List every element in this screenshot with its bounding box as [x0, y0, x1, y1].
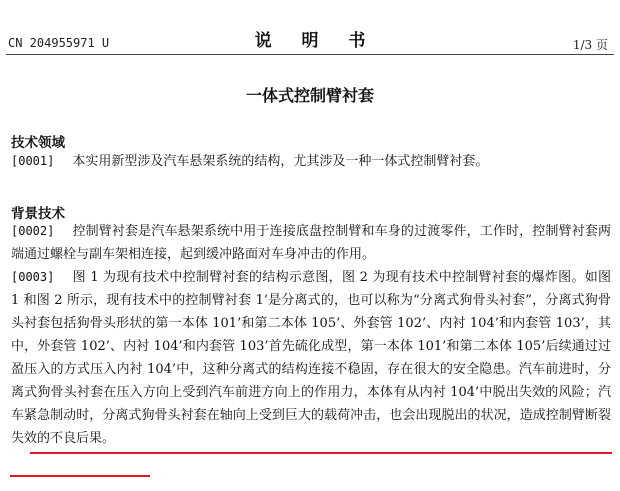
page-header	[6, 26, 614, 52]
highlight-underline	[10, 475, 150, 477]
page-indicator: 1/3 页	[572, 38, 608, 52]
paragraph-number: [0003]	[11, 270, 55, 284]
paragraph-0001	[11, 150, 611, 173]
section-heading-background: 背景技术	[11, 206, 65, 222]
header-divider	[6, 54, 614, 55]
highlight-underline	[30, 452, 612, 454]
section-heading-tech-field: 技术领域	[11, 135, 65, 151]
patent-number: CN 204955971 U	[8, 36, 110, 50]
paragraph-text: 控制臂衬套是汽车悬架系统中用于连接底盘控制臂和车身的过渡零件，工作时，控制臂衬套两端通过螺栓与副车架相连接，起到缓冲路面对车身冲击的作用。	[11, 224, 611, 262]
paragraph-number: [0002]	[11, 224, 55, 238]
paragraph-text: 图 1 为现有技术中控制臂衬套的结构示意图，图 2 为现有技术中控制臂衬套的爆炸图。如图 1 和图 2 所示，现有技术中的控制臂衬套 1’是分离式的，也可以称为“分离式狗骨头衬套”，分离式狗骨头衬套包括狗骨头形状的第一本体 101’和第二本体 105’、外套管 102’、内衬 104’和内套管 103’，其中，外套管 102’、内衬 104’和内套管 103’首先硫化成型，第一本体 101’和第二本体 105’后续通过过盈压入的方式压入内衬 104’中，这种分离式的结构连接不稳固，存在很大的安全隐患。汽车前进时，分离式狗骨头衬套在压入方向上受到汽车前进方向上的作用力，本体有从内衬 104’中脱出失效的风险；汽车紧急制动时，分离式狗骨头衬套在轴向上受到巨大的载荷冲击，也会出现脱出的状况，造成控制臂断裂失效的不良后果。	[11, 270, 611, 446]
paragraph-number: [0001]	[11, 154, 55, 168]
paragraph-0002	[11, 220, 611, 266]
paragraph-0003	[11, 266, 611, 450]
section-label: 说 明 书	[254, 31, 378, 51]
document-title: 一体式控制臂衬套	[245, 86, 374, 105]
paragraph-text: 本实用新型涉及汽车悬架系统的结构，尤其涉及一种一体式控制臂衬套。	[72, 154, 489, 169]
